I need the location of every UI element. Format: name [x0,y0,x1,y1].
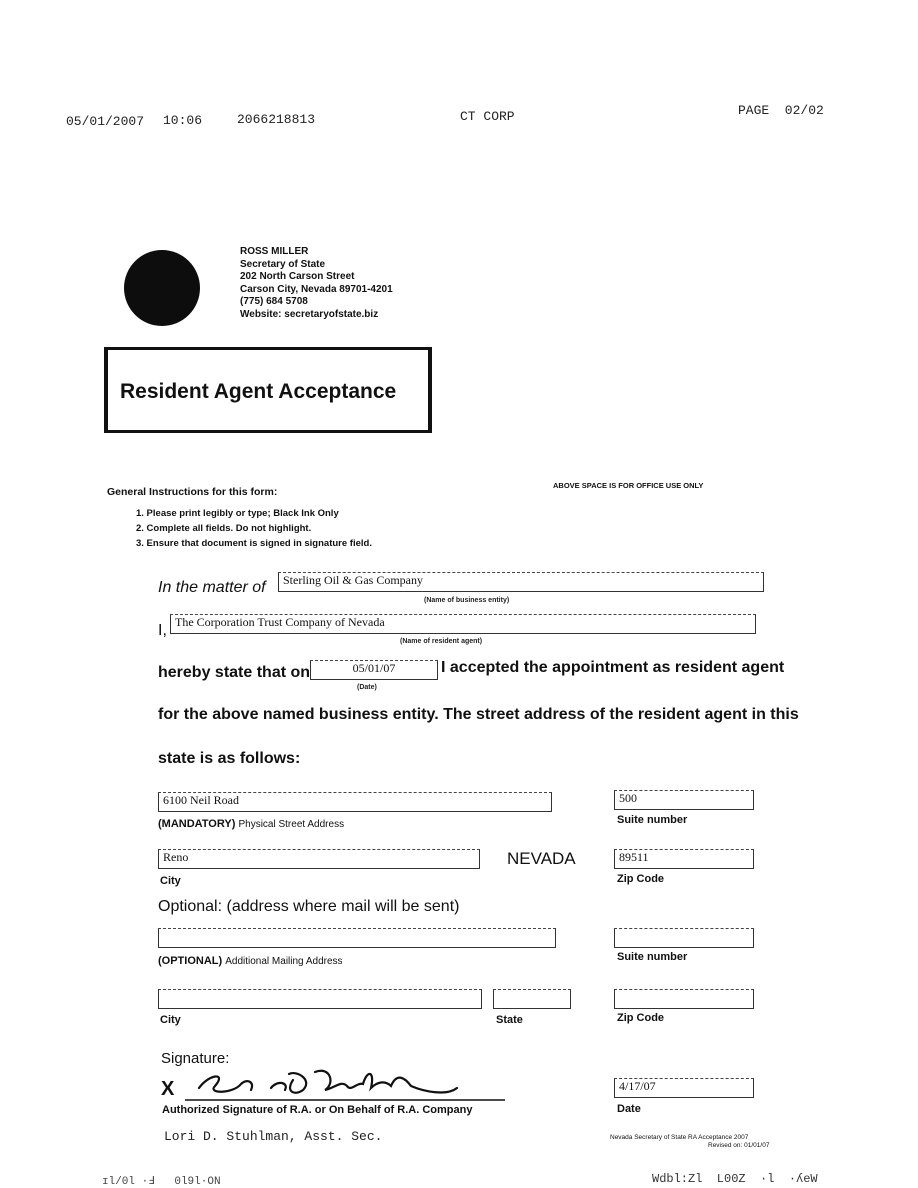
street-address-label [158,818,344,830]
matter-prefix: In the matter of [158,579,266,596]
instructions-heading: General Instructions for this form: [107,486,278,498]
mailing-address-label [158,955,343,967]
optional-tag: (OPTIONAL) [158,955,223,967]
mailing-city-label: City [160,1014,181,1026]
street-address-field[interactable]: 6100 Neil Road [158,792,552,812]
entity-label: (Name of business entity) [424,597,510,604]
date-label: (Date) [357,684,377,691]
instruction-item: 1. Please print legibly or type; Black Ink Only [136,508,339,519]
zip-code-label: Zip Code [617,873,665,885]
city-label: City [160,875,181,887]
office-use-note: ABOVE SPACE IS FOR OFFICE USE ONLY [553,481,704,490]
agency-address2: Carson City, Nevada 89701-4201 [240,283,393,295]
form-title: Resident Agent Acceptance [120,380,397,403]
agency-phone: (775) 684 5708 [240,296,308,307]
fax-time: 10:06 [163,113,203,128]
street-label-text: Physical Street Address [238,819,345,830]
statement-line3: state is as follows: [158,750,301,767]
zip-code-field[interactable]: 89511 [614,849,754,869]
statement-line2: for the above named business entity. The street address of the resident agent in this [158,706,799,723]
suite-number-label: Suite number [617,814,688,826]
fax-sender: CT CORP [460,109,515,124]
signer-name: Lori D. Stuhlman, Asst. Sec. [164,1129,383,1144]
agent-name-field[interactable]: The Corporation Trust Company of Nevada [170,614,756,634]
fax-footer-right: WdbƖ:ZƖ L00Z ·Ɩ ·ʎeW [652,1172,818,1186]
optional-heading: Optional: (address where mail will be sent) [158,898,460,915]
i-prefix: I, [158,622,167,639]
suite-number-field[interactable]: 500 [614,790,754,810]
signature-date-label: Date [617,1103,641,1115]
agency-name: ROSS MILLER [240,246,309,257]
mailing-city-field[interactable] [158,989,482,1009]
state-prefix: hereby state that on [158,664,311,681]
mailing-zip-field[interactable] [614,989,754,1009]
agent-label: (Name of resident agent) [400,638,483,645]
fax-date: 05/01/2007 [66,114,145,129]
signature-label: Authorized Signature of R.A. or On Behalf of R.A. Company [162,1104,473,1116]
mailing-state-label: State [496,1014,523,1026]
mailing-zip-label: Zip Code [617,1012,665,1024]
agency-website: Website: secretaryofstate.biz [240,308,379,320]
form-revision: Nevada Secretary of State RA Acceptance 2007 [610,1134,749,1141]
city-field[interactable]: Reno [158,849,480,869]
mailing-suite-field[interactable] [614,928,754,948]
agency-title: Secretary of State [240,258,326,270]
signature-heading: Signature: [161,1050,230,1067]
state-value: NEVADA [507,849,576,868]
fax-page: PAGE 02/02 [738,103,824,118]
mailing-address-field[interactable] [158,928,556,948]
agency-contact [240,246,393,321]
acceptance-date-field[interactable]: 05/01/07 [310,660,438,680]
fax-phone: 2066218813 [237,112,316,127]
signature-date-field[interactable]: 4/17/07 [614,1078,754,1098]
instruction-item: 2. Complete all fields. Do not highlight. [136,523,312,534]
form-revision-date: Revised on: 01/01/07 [708,1142,770,1149]
state-suffix: I accepted the appointment as resident agent [441,659,785,676]
mailing-label-text: Additional Mailing Address [225,956,343,967]
mailing-state-field[interactable] [493,989,571,1009]
mandatory-tag: (MANDATORY) [158,818,236,830]
instructions-list [136,506,372,551]
form-title-box [104,347,432,433]
handwritten-signature[interactable] [185,1060,505,1102]
fax-footer-left: ɪƖ/0Ɩ ·Ⅎ 0Ɩ9Ɩ·ON [102,1176,221,1188]
mailing-suite-label: Suite number [617,951,688,963]
signature-x-mark: X [161,1078,175,1100]
state-seal-icon [124,250,200,326]
agency-address1: 202 North Carson Street [240,271,355,282]
entity-name-field[interactable]: Sterling Oil & Gas Company [278,572,764,592]
instruction-item: 3. Ensure that document is signed in signature field. [136,538,372,549]
